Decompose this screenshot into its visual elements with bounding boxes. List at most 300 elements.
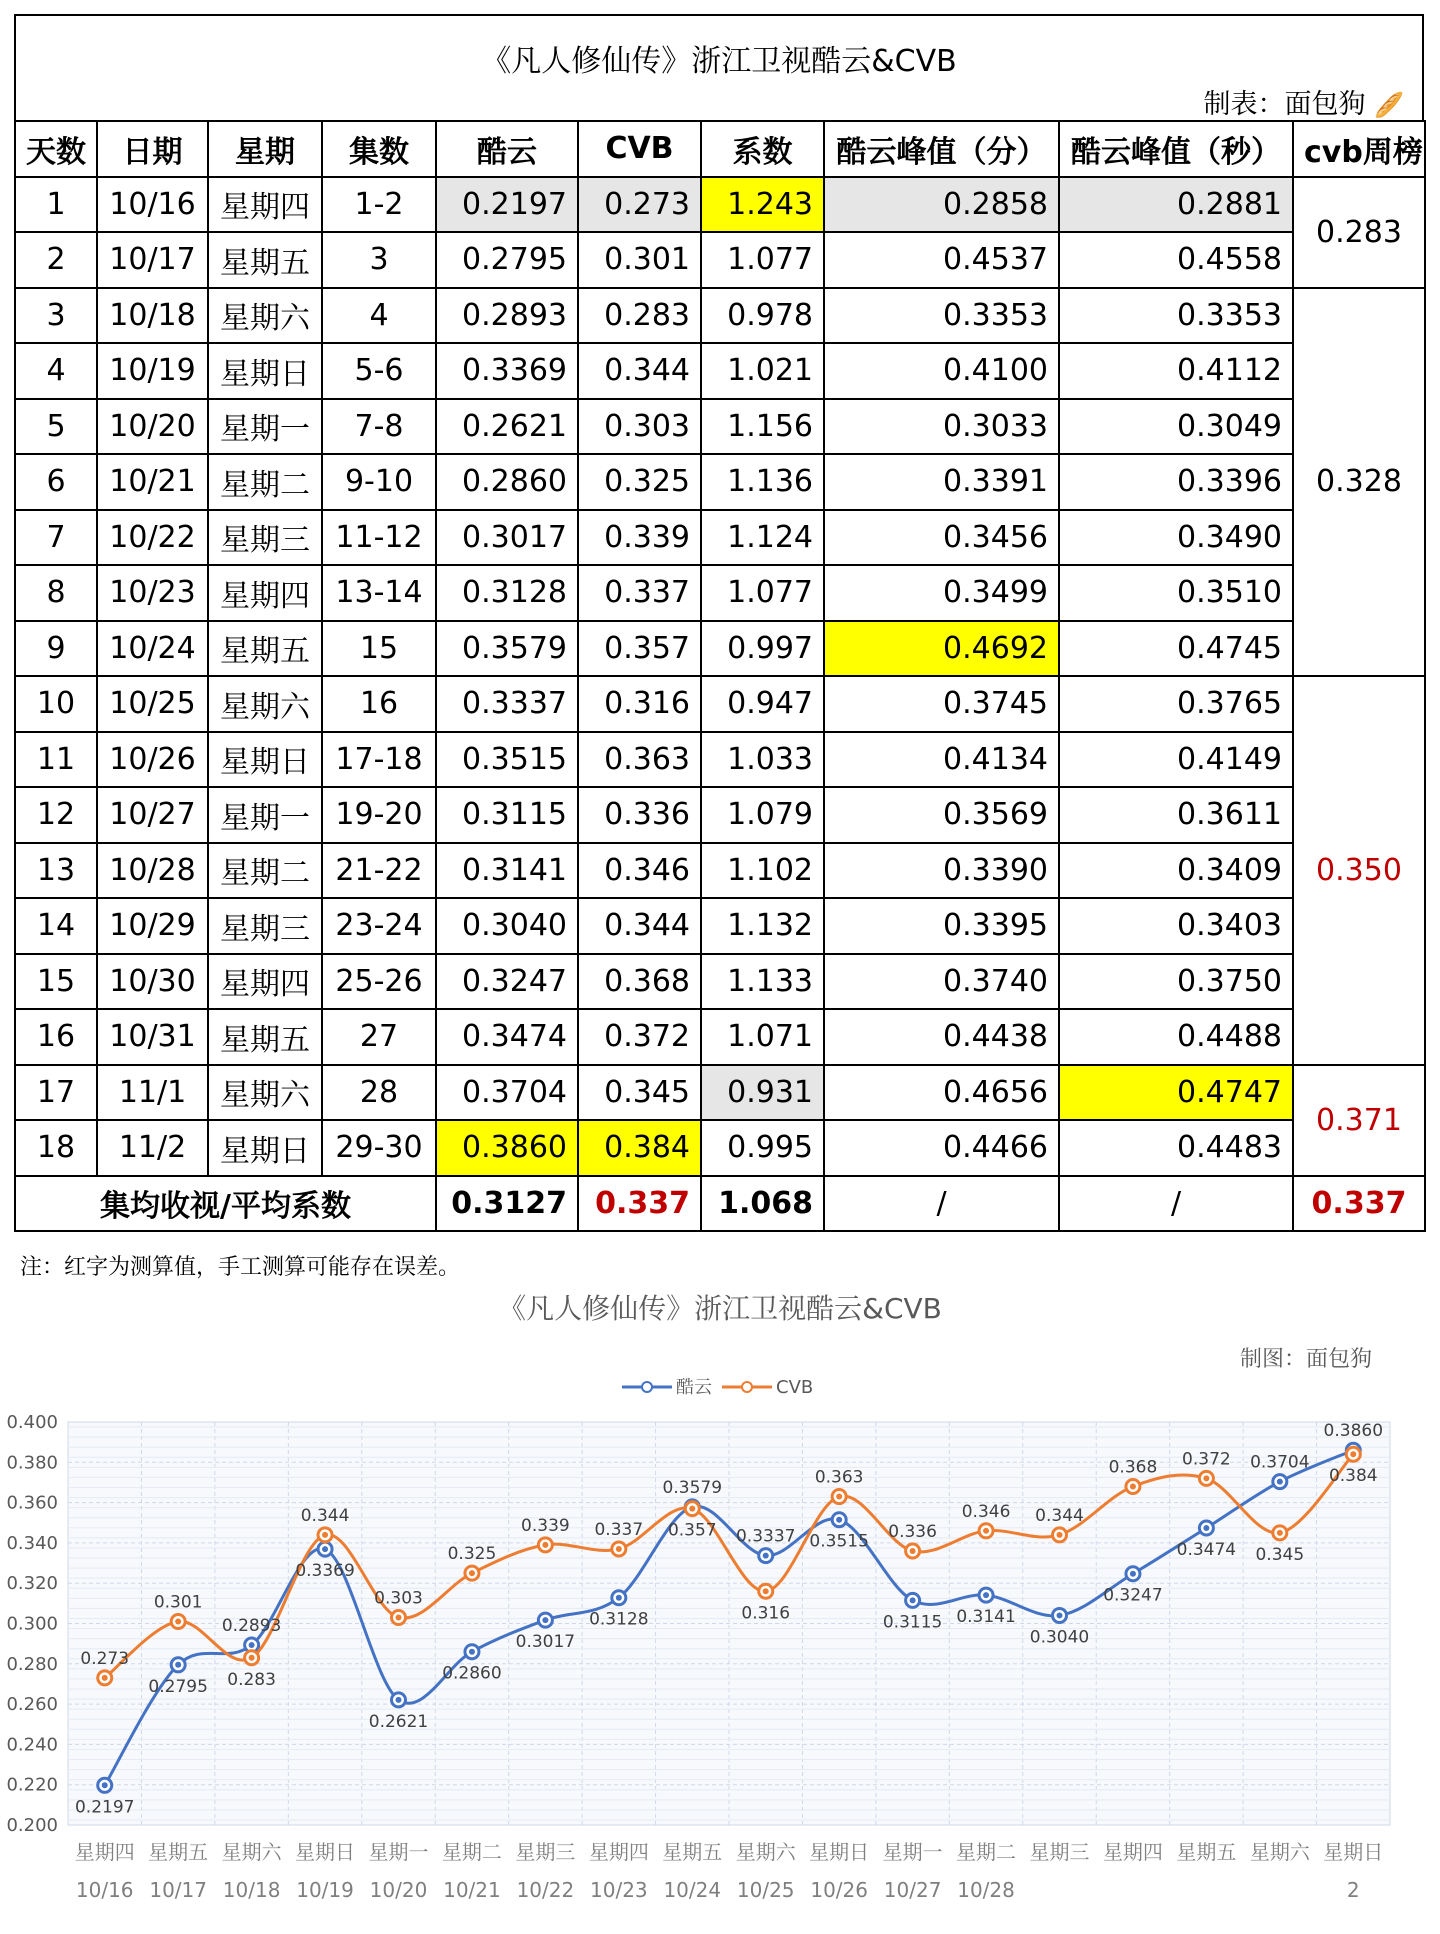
- x-weekday-label: 星期五: [148, 1840, 209, 1864]
- cell-coef: 0.931: [701, 1065, 824, 1121]
- series-kuyun-point-core: [542, 1617, 548, 1623]
- cell-coef: 1.102: [701, 843, 824, 899]
- cell-peak-min: 0.4466: [824, 1120, 1059, 1176]
- cell-weekday: 星期二: [208, 454, 322, 510]
- table-title: 《凡人修仙传》浙江卫视酷云&CVB: [481, 44, 957, 79]
- data-label-cvb: 0.339: [521, 1515, 570, 1536]
- cell-kuyun: 0.2197: [436, 177, 578, 233]
- x-date-label: 10/23: [590, 1878, 648, 1902]
- header-weekday: 星期: [208, 121, 322, 177]
- ratings-table-panel: [14, 14, 1424, 1232]
- table-row: [15, 454, 1425, 510]
- cell-episodes: 7-8: [322, 399, 436, 455]
- cell-coef: 1.033: [701, 732, 824, 788]
- x-date-label: 10/28: [957, 1878, 1015, 1902]
- cell-peak-sec: 0.3403: [1059, 898, 1293, 954]
- data-label-kuyun: 0.3337: [735, 1526, 796, 1547]
- series-cvb-point-core: [175, 1618, 181, 1624]
- series-cvb-point-core: [469, 1570, 475, 1576]
- cell-date: 10/19: [97, 343, 208, 399]
- cell-peak-sec: 0.4747: [1059, 1065, 1293, 1121]
- x-weekday-label: 星期一: [368, 1840, 429, 1864]
- series-cvb-point-core: [836, 1494, 842, 1500]
- header-cvb-weekly: cvb周榜: [1293, 121, 1425, 177]
- cell-day: 5: [15, 399, 97, 455]
- cell-cvb: 0.316: [578, 676, 701, 732]
- cell-peak-min: 0.3740: [824, 954, 1059, 1010]
- ratings-line-chart: [0, 1280, 1440, 1934]
- cell-coef: 1.077: [701, 565, 824, 621]
- cell-coef: 1.079: [701, 787, 824, 843]
- cell-peak-min: 0.4438: [824, 1009, 1059, 1065]
- y-tick-label: 0.400: [6, 1412, 58, 1433]
- cell-date: 11/1: [97, 1065, 208, 1121]
- cell-weekday: 星期一: [208, 399, 322, 455]
- cell-coef: 1.124: [701, 510, 824, 566]
- x-weekday-label: 星期二: [441, 1840, 502, 1864]
- series-cvb-point-core: [616, 1546, 622, 1552]
- legend-kuyun-marker: [642, 1382, 652, 1392]
- cell-peak-min: 0.4656: [824, 1065, 1059, 1121]
- table-row: [15, 1009, 1425, 1065]
- y-tick-label: 0.240: [6, 1734, 58, 1756]
- cell-weekday: 星期六: [208, 1065, 322, 1121]
- cell-weekday: 星期五: [208, 621, 322, 677]
- cell-kuyun: 0.2621: [436, 399, 578, 455]
- series-kuyun-point-core: [1277, 1479, 1283, 1485]
- data-label-cvb: 0.372: [1182, 1449, 1231, 1470]
- cell-weekday: 星期一: [208, 787, 322, 843]
- series-kuyun-point-core: [1057, 1612, 1063, 1618]
- cell-peak-min: 0.4100: [824, 343, 1059, 399]
- cell-kuyun: 0.3860: [436, 1120, 578, 1176]
- cell-coef: 0.978: [701, 288, 824, 344]
- cell-peak-sec: 0.3510: [1059, 565, 1293, 621]
- cell-episodes: 15: [322, 621, 436, 677]
- cell-episodes: 25-26: [322, 954, 436, 1010]
- cell-peak-sec: 0.3409: [1059, 843, 1293, 899]
- cell-coef: 1.021: [701, 343, 824, 399]
- table-row: [15, 1120, 1425, 1176]
- x-date-label: 10/25: [736, 1878, 795, 1902]
- legend-kuyun-label: 酷云: [676, 1377, 712, 1398]
- cell-cvb: 0.325: [578, 454, 701, 510]
- cell-weekday: 星期日: [208, 1120, 322, 1176]
- cell-day: 2: [15, 232, 97, 288]
- cell-kuyun: 0.3704: [436, 1065, 578, 1121]
- cell-cvb: 0.372: [578, 1009, 701, 1065]
- cell-day: 3: [15, 288, 97, 344]
- cell-kuyun: 0.2860: [436, 454, 578, 510]
- x-weekday-label: 星期日: [1323, 1840, 1384, 1864]
- cell-weekday: 星期日: [208, 732, 322, 788]
- x-date-label: 10/16: [75, 1878, 134, 1902]
- data-label-cvb: 0.316: [741, 1603, 791, 1624]
- table-row: [15, 343, 1425, 399]
- data-label-cvb: 0.346: [961, 1501, 1011, 1522]
- cell-cvb-weekly: 0.283: [1293, 177, 1425, 288]
- summary-cvb: 0.337: [578, 1176, 701, 1232]
- series-cvb-point-core: [1277, 1530, 1283, 1536]
- table-row: [15, 787, 1425, 843]
- cell-episodes: 23-24: [322, 898, 436, 954]
- series-cvb-point-core: [1130, 1483, 1136, 1489]
- cell-peak-sec: 0.4149: [1059, 732, 1293, 788]
- cell-coef: 0.997: [701, 621, 824, 677]
- cell-episodes: 21-22: [322, 843, 436, 899]
- cell-peak-sec: 0.4483: [1059, 1120, 1293, 1176]
- header-coef: 系数: [701, 121, 824, 177]
- cell-peak-min: 0.4537: [824, 232, 1059, 288]
- table-author-text: 制表：面包狗: [1203, 89, 1366, 120]
- data-label-cvb: 0.336: [888, 1521, 937, 1542]
- data-label-kuyun: 0.2795: [148, 1676, 208, 1697]
- table-row: [15, 232, 1425, 288]
- table-row: [15, 399, 1425, 455]
- summary-row: [15, 1176, 1425, 1232]
- cell-day: 7: [15, 510, 97, 566]
- cell-date: 10/26: [97, 732, 208, 788]
- cell-date: 10/24: [97, 621, 208, 677]
- cell-peak-min: 0.3391: [824, 454, 1059, 510]
- cell-cvb-weekly: 0.350: [1293, 676, 1425, 1065]
- cell-cvb: 0.344: [578, 898, 701, 954]
- x-weekday-label: 星期六: [221, 1840, 282, 1864]
- cell-date: 10/17: [97, 232, 208, 288]
- series-kuyun-point-core: [616, 1595, 622, 1601]
- data-label-kuyun: 0.2621: [368, 1711, 429, 1732]
- series-cvb-point-core: [1350, 1451, 1356, 1457]
- cell-date: 10/22: [97, 510, 208, 566]
- series-kuyun-point-core: [175, 1662, 181, 1668]
- ratings-table: [14, 120, 1426, 1232]
- cell-peak-sec: 0.3750: [1059, 954, 1293, 1010]
- series-kuyun-point-core: [763, 1553, 769, 1559]
- series-kuyun-point-core: [836, 1517, 842, 1523]
- series-kuyun-point-core: [1130, 1571, 1136, 1577]
- table-row: [15, 676, 1425, 732]
- table-row: [15, 732, 1425, 788]
- x-date-label: 10/18: [222, 1878, 281, 1902]
- cell-peak-sec: 0.4558: [1059, 232, 1293, 288]
- data-label-kuyun: 0.3369: [295, 1561, 355, 1582]
- series-cvb-point-core: [689, 1506, 695, 1512]
- cell-date: 10/25: [97, 676, 208, 732]
- x-date-label: 10/19: [296, 1878, 354, 1902]
- header-peak-min: 酷云峰值（分）: [824, 121, 1059, 177]
- y-tick-label: 0.200: [6, 1815, 58, 1836]
- cell-day: 17: [15, 1065, 97, 1121]
- data-label-kuyun: 0.2860: [442, 1663, 502, 1684]
- cell-day: 18: [15, 1120, 97, 1176]
- cell-weekday: 星期三: [208, 898, 322, 954]
- header-episodes: 集数: [322, 121, 436, 177]
- data-label-kuyun: 0.3515: [809, 1531, 869, 1552]
- cell-cvb: 0.303: [578, 399, 701, 455]
- cell-coef: 0.947: [701, 676, 824, 732]
- cell-weekday: 星期三: [208, 510, 322, 566]
- y-tick-label: 0.320: [6, 1573, 58, 1595]
- data-label-cvb: 0.363: [814, 1467, 864, 1488]
- cell-peak-sec: 0.4488: [1059, 1009, 1293, 1065]
- cell-date: 10/29: [97, 898, 208, 954]
- data-label-cvb: 0.344: [1035, 1505, 1084, 1526]
- cell-kuyun: 0.3369: [436, 343, 578, 399]
- chart-author: 制图：面包狗: [1239, 1347, 1372, 1372]
- table-header-row: [15, 121, 1425, 177]
- y-tick-label: 0.220: [6, 1774, 58, 1796]
- x-weekday-label: 星期六: [735, 1840, 796, 1864]
- data-label-kuyun: 0.3017: [515, 1632, 576, 1653]
- cell-date: 10/21: [97, 454, 208, 510]
- x-weekday-label: 星期四: [588, 1840, 649, 1864]
- x-weekday-label: 星期二: [956, 1840, 1017, 1864]
- cell-episodes: 5-6: [322, 343, 436, 399]
- cell-kuyun: 0.3515: [436, 732, 578, 788]
- cell-kuyun: 0.3128: [436, 565, 578, 621]
- cell-date: 10/30: [97, 954, 208, 1010]
- series-cvb-point-core: [1203, 1475, 1209, 1481]
- series-kuyun-point-core: [102, 1782, 108, 1788]
- cell-weekday: 星期四: [208, 565, 322, 621]
- header-cvb: CVB: [578, 121, 701, 177]
- series-cvb-point-core: [249, 1655, 255, 1661]
- cell-date: 10/28: [97, 843, 208, 899]
- cell-cvb: 0.336: [578, 787, 701, 843]
- x-weekday-label: 星期四: [1102, 1840, 1163, 1864]
- cell-episodes: 13-14: [322, 565, 436, 621]
- chart-title: 《凡人修仙传》浙江卫视酷云&CVB: [498, 1292, 942, 1325]
- cell-peak-sec: 0.3049: [1059, 399, 1293, 455]
- cell-day: 15: [15, 954, 97, 1010]
- table-row: [15, 621, 1425, 677]
- cell-peak-min: 0.2858: [824, 177, 1059, 233]
- cell-cvb: 0.273: [578, 177, 701, 233]
- cell-peak-min: 0.3745: [824, 676, 1059, 732]
- header-kuyun: 酷云: [436, 121, 578, 177]
- cell-weekday: 星期六: [208, 676, 322, 732]
- cell-cvb: 0.345: [578, 1065, 701, 1121]
- cell-kuyun: 0.3337: [436, 676, 578, 732]
- cell-date: 10/27: [97, 787, 208, 843]
- header-date: 日期: [97, 121, 208, 177]
- header-day: 天数: [15, 121, 97, 177]
- x-date-label: 10/22: [516, 1878, 575, 1902]
- series-kuyun-point-core: [396, 1697, 402, 1703]
- cell-date: 10/23: [97, 565, 208, 621]
- cell-coef: 1.077: [701, 232, 824, 288]
- table-row: [15, 898, 1425, 954]
- cell-episodes: 3: [322, 232, 436, 288]
- cell-date: 11/2: [97, 1120, 208, 1176]
- table-row: [15, 177, 1425, 233]
- cell-date: 10/31: [97, 1009, 208, 1065]
- x-weekday-label: 星期日: [295, 1840, 356, 1864]
- cell-kuyun: 0.2795: [436, 232, 578, 288]
- summary-peak-sec: /: [1059, 1176, 1293, 1232]
- footnote: 注：红字为测算值，手工测算可能存在误差。: [20, 1255, 461, 1280]
- cell-date: 10/16: [97, 177, 208, 233]
- data-label-kuyun: 0.3141: [956, 1607, 1016, 1628]
- y-tick-label: 0.260: [6, 1694, 58, 1716]
- cell-date: 10/20: [97, 399, 208, 455]
- cell-coef: 1.156: [701, 399, 824, 455]
- series-cvb-point-core: [322, 1532, 328, 1538]
- series-kuyun-point-core: [249, 1642, 255, 1648]
- data-label-cvb: 0.303: [374, 1588, 423, 1609]
- cell-episodes: 9-10: [322, 454, 436, 510]
- series-cvb-point-core: [396, 1614, 402, 1620]
- cell-peak-min: 0.4692: [824, 621, 1059, 677]
- data-label-cvb: 0.337: [594, 1519, 644, 1540]
- bread-icon: 🥖: [1374, 91, 1404, 119]
- data-label-cvb: 0.325: [447, 1544, 497, 1565]
- cell-cvb: 0.301: [578, 232, 701, 288]
- cell-episodes: 11-12: [322, 510, 436, 566]
- series-cvb-point-core: [102, 1675, 108, 1681]
- cell-peak-sec: 0.3490: [1059, 510, 1293, 566]
- cell-peak-sec: 0.3765: [1059, 676, 1293, 732]
- cell-day: 16: [15, 1009, 97, 1065]
- cell-kuyun: 0.3141: [436, 843, 578, 899]
- x-weekday-label: 星期日: [809, 1840, 870, 1864]
- cell-day: 8: [15, 565, 97, 621]
- x-date-label: 10/27: [883, 1878, 942, 1902]
- series-kuyun-point-core: [983, 1592, 989, 1598]
- data-label-cvb: 0.301: [153, 1592, 203, 1613]
- cell-episodes: 16: [322, 676, 436, 732]
- summary-label: 集均收视/平均系数: [15, 1176, 436, 1232]
- cell-episodes: 27: [322, 1009, 436, 1065]
- series-kuyun-point-core: [910, 1597, 916, 1603]
- cell-peak-min: 0.3569: [824, 787, 1059, 843]
- cell-peak-sec: 0.3353: [1059, 288, 1293, 344]
- cell-kuyun: 0.3579: [436, 621, 578, 677]
- cell-kuyun: 0.3040: [436, 898, 578, 954]
- x-weekday-label: 星期五: [662, 1840, 723, 1864]
- cell-day: 13: [15, 843, 97, 899]
- cell-peak-sec: 0.4112: [1059, 343, 1293, 399]
- legend-cvb-marker: [742, 1382, 752, 1392]
- cell-kuyun: 0.3115: [436, 787, 578, 843]
- cell-coef: 1.132: [701, 898, 824, 954]
- cell-day: 10: [15, 676, 97, 732]
- table-row: [15, 565, 1425, 621]
- cell-day: 12: [15, 787, 97, 843]
- cell-weekday: 星期五: [208, 232, 322, 288]
- table-row: [15, 954, 1425, 1010]
- cell-day: 14: [15, 898, 97, 954]
- cell-peak-sec: 0.4745: [1059, 621, 1293, 677]
- cell-cvb: 0.357: [578, 621, 701, 677]
- cell-weekday: 星期六: [208, 288, 322, 344]
- cell-day: 4: [15, 343, 97, 399]
- cell-episodes: 4: [322, 288, 436, 344]
- data-label-cvb: 0.368: [1108, 1457, 1158, 1478]
- cell-cvb: 0.384: [578, 1120, 701, 1176]
- x-weekday-label: 星期六: [1249, 1840, 1310, 1864]
- cell-episodes: 1-2: [322, 177, 436, 233]
- table-row: [15, 288, 1425, 344]
- y-tick-label: 0.340: [6, 1532, 58, 1554]
- cell-coef: 1.243: [701, 177, 824, 233]
- x-date-label: 10/24: [663, 1878, 722, 1902]
- x-date-label: 10/17: [149, 1878, 207, 1902]
- data-label-cvb: 0.384: [1328, 1466, 1378, 1487]
- cell-kuyun: 0.3247: [436, 954, 578, 1010]
- cell-weekday: 星期二: [208, 843, 322, 899]
- x-weekday-label: 星期三: [515, 1840, 576, 1864]
- table-row: [15, 1065, 1425, 1121]
- series-kuyun-point-core: [1203, 1525, 1209, 1531]
- cell-coef: 1.071: [701, 1009, 824, 1065]
- series-kuyun-point-core: [322, 1546, 328, 1552]
- cell-episodes: 19-20: [322, 787, 436, 843]
- cell-peak-min: 0.3353: [824, 288, 1059, 344]
- data-label-cvb: 0.273: [80, 1648, 130, 1669]
- cell-peak-min: 0.4134: [824, 732, 1059, 788]
- data-label-cvb: 0.345: [1255, 1544, 1305, 1565]
- cell-peak-min: 0.3456: [824, 510, 1059, 566]
- cell-cvb: 0.363: [578, 732, 701, 788]
- series-cvb-point-core: [1057, 1532, 1063, 1538]
- data-label-kuyun: 0.2197: [74, 1797, 135, 1818]
- cell-cvb: 0.283: [578, 288, 701, 344]
- cell-weekday: 星期四: [208, 954, 322, 1010]
- data-label-cvb: 0.344: [300, 1505, 350, 1526]
- cell-kuyun: 0.3017: [436, 510, 578, 566]
- cell-day: 11: [15, 732, 97, 788]
- cell-peak-sec: 0.3396: [1059, 454, 1293, 510]
- cell-kuyun: 0.3474: [436, 1009, 578, 1065]
- cell-day: 6: [15, 454, 97, 510]
- cell-weekday: 星期日: [208, 343, 322, 399]
- legend-cvb-label: CVB: [776, 1377, 814, 1398]
- cell-cvb-weekly: 0.328: [1293, 288, 1425, 677]
- summary-weekly: 0.337: [1293, 1176, 1425, 1232]
- x-date-label: 2: [1346, 1878, 1360, 1902]
- cell-weekday: 星期五: [208, 1009, 322, 1065]
- data-label-kuyun: 0.3474: [1176, 1539, 1237, 1560]
- x-weekday-label: 星期四: [74, 1840, 135, 1864]
- series-kuyun-point-core: [469, 1649, 475, 1655]
- cell-cvb: 0.346: [578, 843, 701, 899]
- y-tick-label: 0.300: [6, 1613, 58, 1635]
- cell-peak-min: 0.3033: [824, 399, 1059, 455]
- cell-episodes: 28: [322, 1065, 436, 1121]
- x-weekday-label: 星期五: [1176, 1840, 1237, 1864]
- cell-coef: 1.136: [701, 454, 824, 510]
- x-weekday-label: 星期一: [882, 1840, 943, 1864]
- table-row: [15, 843, 1425, 899]
- data-label-cvb: 0.357: [667, 1520, 717, 1541]
- x-date-label: 10/20: [369, 1878, 428, 1902]
- cell-kuyun: 0.2893: [436, 288, 578, 344]
- y-tick-label: 0.380: [6, 1452, 58, 1474]
- cell-cvb-weekly: 0.371: [1293, 1065, 1425, 1176]
- cell-peak-sec: 0.3611: [1059, 787, 1293, 843]
- cell-peak-sec: 0.2881: [1059, 177, 1293, 233]
- y-tick-label: 0.360: [6, 1492, 58, 1514]
- cell-episodes: 29-30: [322, 1120, 436, 1176]
- series-cvb-point-core: [910, 1548, 916, 1554]
- data-label-kuyun: 0.3128: [589, 1609, 649, 1630]
- table-header-box: [14, 14, 1424, 120]
- cell-date: 10/18: [97, 288, 208, 344]
- cell-cvb: 0.368: [578, 954, 701, 1010]
- cell-day: 9: [15, 621, 97, 677]
- x-date-label: 10/26: [810, 1878, 868, 1902]
